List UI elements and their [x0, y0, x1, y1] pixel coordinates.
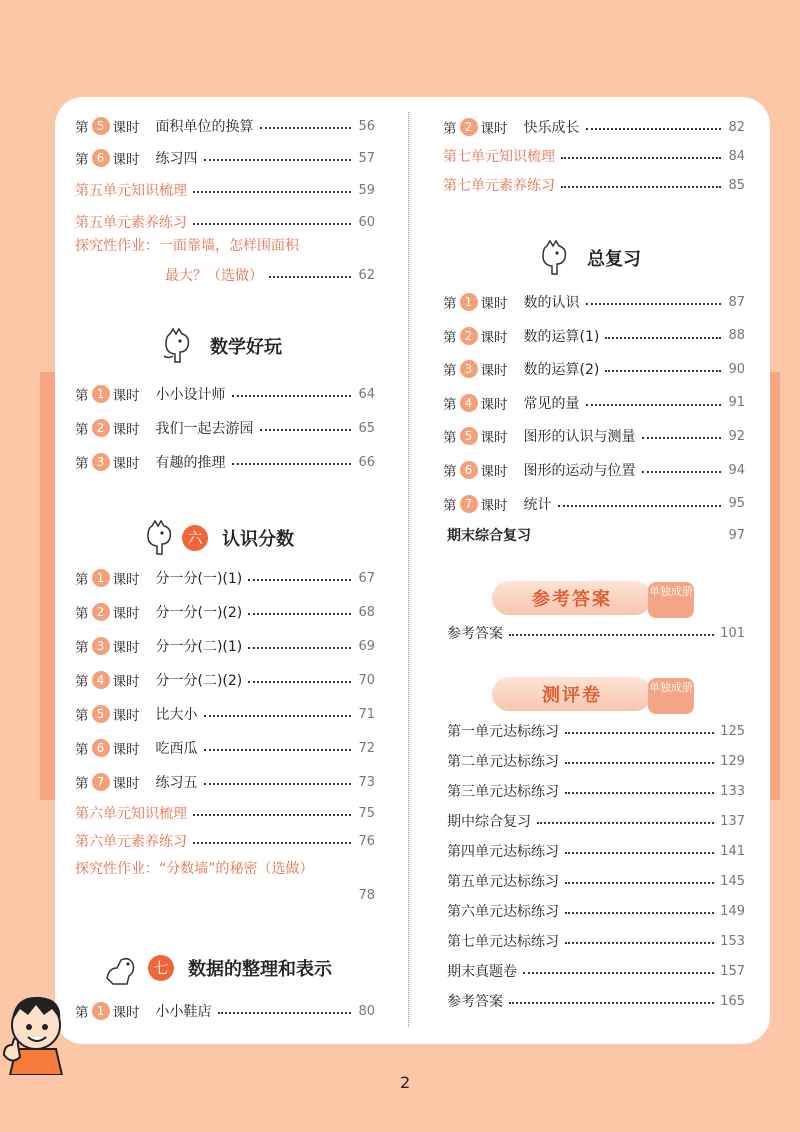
- toc-entry[interactable]: [447, 988, 745, 1014]
- lesson-prefix: 第: [443, 464, 457, 480]
- lesson-suffix: 课时: [480, 497, 508, 514]
- lesson-suffix: 课时: [112, 776, 140, 792]
- section-heading-unit7: [100, 948, 332, 988]
- section-heading-math-fun: [158, 326, 282, 366]
- toc-entry[interactable]: [75, 415, 375, 441]
- toc-entry[interactable]: [447, 778, 745, 804]
- lesson-number-badge: 1: [92, 385, 110, 403]
- lesson-suffix: 课时: [112, 456, 140, 472]
- entry-title: 数的认识: [523, 295, 580, 311]
- lesson-suffix: 课时: [112, 674, 140, 690]
- lesson-number-badge: 2: [460, 327, 478, 345]
- unit-number-badge: 六: [182, 525, 208, 551]
- toc-entry[interactable]: [443, 323, 745, 349]
- leader-dots: [204, 749, 352, 751]
- toc-entry[interactable]: [75, 800, 375, 826]
- lesson-number-badge: 5: [92, 117, 110, 135]
- section-title: 认识分数: [222, 529, 294, 550]
- entry-title: 分一分(一)(2): [155, 605, 243, 621]
- separate-volume-stamp: [648, 678, 694, 714]
- page-ref: 60: [358, 214, 375, 230]
- entry-title: 练习四: [155, 151, 198, 167]
- leader-dots: [193, 223, 351, 225]
- lesson-prefix: 第: [443, 121, 457, 137]
- page-ref: 80: [358, 1003, 375, 1019]
- entry-title: 第四单元达标练习: [447, 844, 559, 860]
- page-ref: 90: [728, 361, 745, 377]
- lesson-suffix: 课时: [480, 363, 508, 380]
- entry-title: 期末真题卷: [447, 964, 517, 980]
- lesson-prefix: 第: [75, 742, 89, 758]
- lesson-number-badge: 7: [460, 495, 478, 513]
- entry-title: 图形的认识与测量: [523, 429, 636, 446]
- toc-entry[interactable]: [443, 390, 745, 416]
- section-heading-review: [535, 238, 641, 278]
- page-ref: 84: [728, 148, 745, 164]
- page-ref: 95: [728, 496, 745, 512]
- entry-title: 第三单元达标练习: [447, 784, 559, 800]
- lesson-prefix: 第: [443, 363, 457, 380]
- toc-entry[interactable]: [75, 565, 375, 591]
- page-ref: 78: [358, 887, 375, 903]
- toc-entry[interactable]: [447, 718, 745, 744]
- leader-dots: [204, 159, 352, 161]
- toc-entry[interactable]: [443, 143, 745, 169]
- lesson-number-badge: 2: [92, 419, 110, 437]
- leader-dots: [586, 303, 722, 305]
- page-ref: 165: [720, 993, 745, 1009]
- leader-dots: [523, 972, 714, 974]
- leader-dots: [558, 505, 722, 507]
- leader-dots: [565, 762, 714, 764]
- page-number: 2: [400, 1073, 411, 1092]
- toc-entry[interactable]: [447, 808, 745, 834]
- lesson-prefix: 第: [75, 640, 89, 656]
- lesson-number-badge: 6: [460, 461, 478, 479]
- lesson-suffix: 课时: [112, 1005, 140, 1021]
- page-ref: 56: [358, 118, 375, 134]
- toc-entry[interactable]: [75, 667, 375, 693]
- lesson-prefix: 第: [75, 152, 89, 168]
- toc-entry[interactable]: [447, 868, 745, 894]
- toc-entry[interactable]: [447, 928, 745, 954]
- leader-dots: [193, 814, 351, 816]
- page-ref: 76: [358, 833, 375, 849]
- leader-dots: [565, 942, 714, 944]
- page-ref: 69: [358, 638, 375, 654]
- entry-title: 期末综合复习: [447, 528, 531, 544]
- lesson-suffix: 课时: [480, 329, 508, 346]
- toc-entry[interactable]: [75, 735, 375, 761]
- dinosaur-mascot-icon: [535, 238, 573, 278]
- explore-item-1-line1: 探究性作业：一面靠墙，怎样围面积: [75, 238, 299, 254]
- leader-dots: [561, 186, 721, 188]
- page-ref: 73: [358, 774, 375, 790]
- leader-dots: [218, 1012, 352, 1014]
- lesson-prefix: 第: [75, 572, 89, 588]
- page-ref: 59: [358, 182, 375, 198]
- entry-title: 我们一起去游园: [155, 421, 254, 437]
- leader-dots: [248, 681, 351, 683]
- leader-dots: [509, 634, 714, 636]
- leader-dots: [586, 404, 722, 406]
- dinosaur-mascot-icon: [140, 518, 178, 558]
- page-ref: 85: [728, 177, 745, 193]
- stamp-label: 单独成册: [649, 585, 693, 598]
- column-divider: [408, 112, 409, 1027]
- leader-dots: [193, 842, 351, 844]
- section-heading-unit6: [140, 518, 294, 558]
- leader-space: [537, 537, 721, 538]
- lesson-prefix: 第: [443, 329, 457, 346]
- entry-title: 统计: [523, 496, 552, 513]
- leader-dots: [565, 792, 714, 794]
- lesson-number-badge: 3: [460, 360, 478, 378]
- page-ref: 65: [358, 420, 375, 436]
- explore-item-2-title: 探究性作业：“分数墙”的秘密（选做）: [75, 861, 314, 877]
- toc-entry[interactable]: [75, 599, 375, 625]
- leader-dots: [605, 337, 721, 339]
- section-title: 总复习: [587, 249, 641, 270]
- entry-title: 第五单元达标练习: [447, 874, 559, 890]
- lesson-prefix: 第: [75, 708, 89, 724]
- lesson-number-badge: 2: [460, 118, 478, 136]
- lesson-prefix: 第: [75, 674, 89, 690]
- lesson-prefix: 第: [75, 776, 89, 792]
- toc-entry[interactable]: [447, 958, 745, 984]
- entry-title: 第六单元素养练习: [75, 834, 187, 850]
- toc-entry[interactable]: [443, 172, 745, 198]
- explore-item-1-line2: 最大？（选做）: [165, 268, 263, 284]
- answers-section-pill: [492, 581, 652, 615]
- page-ref: 66: [358, 454, 375, 470]
- page-ref: 71: [358, 706, 375, 722]
- lesson-number-badge: 4: [460, 394, 478, 412]
- leader-dots: [248, 613, 351, 615]
- entry-title: 比大小: [155, 707, 198, 723]
- lesson-number-badge: 1: [92, 569, 110, 587]
- explore-item-1-cont[interactable]: [165, 262, 375, 288]
- pill-label: 测评卷: [542, 685, 602, 706]
- lesson-suffix: 课时: [112, 708, 140, 724]
- lesson-prefix: 第: [443, 497, 457, 514]
- entry-title: 期中综合复习: [447, 814, 531, 830]
- toc-entry[interactable]: [447, 898, 745, 924]
- lesson-number-badge: 5: [92, 705, 110, 723]
- leader-dots: [232, 463, 352, 465]
- page-ref: 91: [728, 395, 745, 411]
- lesson-prefix: 第: [75, 456, 89, 472]
- leader-dots: [248, 579, 351, 581]
- entry-title: 小小鞋店: [155, 1004, 212, 1020]
- lesson-number-badge: 7: [92, 773, 110, 791]
- page-ref: 87: [728, 294, 745, 310]
- page-ref: 149: [720, 903, 745, 919]
- lesson-suffix: 课时: [112, 742, 140, 758]
- toc-entry[interactable]: [75, 998, 375, 1024]
- section-title: 数据的整理和表示: [188, 959, 332, 980]
- toc-entry[interactable]: [75, 177, 375, 203]
- entry-title: 第七单元达标练习: [447, 934, 559, 950]
- toc-entry[interactable]: [75, 113, 375, 139]
- page-ref: 101: [720, 625, 745, 641]
- toc-entry[interactable]: [75, 701, 375, 727]
- toc-entry[interactable]: [75, 145, 375, 171]
- page-ref: 145: [720, 873, 745, 889]
- lesson-suffix: 课时: [112, 422, 140, 438]
- entry-title: 数的运算(2): [523, 362, 600, 379]
- lesson-suffix: 课时: [480, 430, 508, 447]
- toc-entry[interactable]: [447, 748, 745, 774]
- tests-section-pill: [492, 677, 652, 711]
- toc-entry[interactable]: [443, 289, 745, 315]
- lesson-number-badge: 4: [92, 671, 110, 689]
- toc-entry[interactable]: [443, 457, 745, 483]
- lesson-prefix: 第: [75, 422, 89, 438]
- leader-dots: [269, 276, 351, 278]
- entry-title: 第六单元达标练习: [447, 904, 559, 920]
- lesson-number-badge: 5: [460, 427, 478, 445]
- lesson-number-badge: 1: [92, 1002, 110, 1020]
- leader-dots: [561, 157, 721, 159]
- lesson-suffix: 课时: [480, 464, 508, 480]
- lesson-suffix: 课时: [112, 572, 140, 588]
- entry-title: 分一分(二)(1): [155, 639, 243, 655]
- lesson-number-badge: 1: [460, 293, 478, 311]
- entry-title: 第一单元达标练习: [447, 724, 559, 740]
- entry-title: 第六单元知识梳理: [75, 806, 187, 822]
- lesson-number-badge: 2: [92, 603, 110, 621]
- toc-entry[interactable]: [75, 449, 375, 475]
- explore-item-1[interactable]: [75, 232, 395, 258]
- entry-title: 参考答案: [447, 626, 503, 642]
- toc-entry[interactable]: [443, 491, 745, 517]
- toc-entry[interactable]: [75, 828, 375, 854]
- lesson-number-badge: 6: [92, 739, 110, 757]
- toc-entry[interactable]: [447, 838, 745, 864]
- toc-entry[interactable]: [443, 114, 745, 140]
- lesson-number-badge: 3: [92, 637, 110, 655]
- leader-dots: [204, 715, 352, 717]
- page-ref: 88: [728, 328, 745, 344]
- entry-title: 面积单位的换算: [155, 119, 254, 135]
- leader-dots: [204, 783, 352, 785]
- lesson-suffix: 课时: [112, 388, 140, 404]
- entry-title: 第七单元素养练习: [443, 178, 555, 194]
- entry-title: 小小设计师: [155, 387, 226, 403]
- page-ref: 57: [358, 150, 375, 166]
- dinosaur-mascot-icon: [100, 948, 144, 988]
- toc-entry-final-review[interactable]: [447, 522, 745, 548]
- toc-entry[interactable]: [75, 769, 375, 795]
- leader-dots: [509, 1002, 714, 1004]
- leader-dots: [565, 732, 714, 734]
- leader-dots: [642, 471, 722, 473]
- leader-dots: [537, 822, 714, 824]
- lesson-prefix: 第: [443, 430, 457, 447]
- unit-number-badge: 七: [148, 955, 174, 981]
- lesson-suffix: 课时: [112, 606, 140, 622]
- leader-dots: [565, 852, 714, 854]
- entry-title: 吃西瓜: [155, 741, 198, 757]
- leader-dots: [642, 437, 722, 439]
- cartoon-boy-thumbs-up-icon: [0, 985, 80, 1075]
- dinosaur-mascot-icon: [158, 326, 196, 366]
- page-ref: 133: [720, 783, 745, 799]
- entry-title: 分一分(一)(1): [155, 571, 243, 587]
- leader-dots: [260, 429, 352, 431]
- page-ref: 92: [728, 428, 745, 444]
- lesson-number-badge: 6: [92, 149, 110, 167]
- lesson-suffix: 课时: [480, 396, 508, 413]
- section-title: 数学好玩: [210, 337, 282, 358]
- entry-title: 第二单元达标练习: [447, 754, 559, 770]
- leader-dots: [565, 912, 714, 914]
- leader-dots: [193, 191, 351, 193]
- lesson-suffix: 课时: [480, 296, 508, 312]
- explore-item-2[interactable]: [75, 855, 375, 881]
- page-ref: 62: [358, 267, 375, 283]
- page-ref: 75: [358, 805, 375, 821]
- toc-entry[interactable]: [443, 423, 745, 449]
- lesson-number-badge: 3: [92, 453, 110, 471]
- toc-entry-answers[interactable]: [447, 620, 745, 646]
- entry-title: 第五单元知识梳理: [75, 183, 187, 199]
- entry-title: 参考答案: [447, 994, 503, 1010]
- page-ref: 94: [728, 462, 745, 478]
- entry-title: 分一分(二)(2): [155, 673, 243, 689]
- lesson-prefix: 第: [75, 1005, 89, 1021]
- leader-dots: [586, 128, 722, 130]
- entry-title: 有趣的推理: [155, 455, 226, 471]
- lesson-prefix: 第: [75, 606, 89, 622]
- page-ref: 157: [720, 963, 745, 979]
- leader-dots: [232, 395, 352, 397]
- page-ref: 97: [728, 527, 745, 543]
- entry-title: 常见的量: [523, 395, 580, 412]
- toc-entry[interactable]: [443, 356, 745, 382]
- lesson-suffix: 课时: [480, 121, 508, 137]
- stamp-label: 单独成册: [649, 681, 693, 694]
- explore-item-2-cont[interactable]: [75, 882, 375, 908]
- leader-dots: [260, 127, 352, 129]
- leader-dots: [605, 370, 721, 372]
- leader-dots: [565, 882, 714, 884]
- pill-label: 参考答案: [532, 589, 612, 610]
- page-ref: 67: [358, 570, 375, 586]
- entry-title: 练习五: [155, 775, 198, 791]
- toc-entry[interactable]: [75, 381, 375, 407]
- lesson-prefix: 第: [443, 296, 457, 312]
- lesson-prefix: 第: [75, 388, 89, 404]
- page-ref: 129: [720, 753, 745, 769]
- toc-entry[interactable]: [75, 633, 375, 659]
- page-ref: 141: [720, 843, 745, 859]
- lesson-prefix: 第: [443, 396, 457, 413]
- lesson-suffix: 课时: [112, 152, 140, 168]
- page-ref: 153: [720, 933, 745, 949]
- entry-title: 快乐成长: [523, 120, 580, 136]
- entry-title: 第七单元知识梳理: [443, 149, 555, 165]
- entry-title: 数的运算(1): [523, 328, 600, 345]
- page-ref: 64: [358, 386, 375, 402]
- page-ref: 72: [358, 740, 375, 756]
- entry-title: 第五单元素养练习: [75, 215, 187, 231]
- separate-volume-stamp: [648, 582, 694, 618]
- lesson-prefix: 第: [75, 120, 89, 136]
- lesson-suffix: 课时: [112, 120, 140, 136]
- page-ref: 68: [358, 604, 375, 620]
- leader-dots: [248, 647, 351, 649]
- lesson-suffix: 课时: [112, 640, 140, 656]
- page-ref: 70: [358, 672, 375, 688]
- page-ref: 125: [720, 723, 745, 739]
- page-ref: 82: [728, 119, 745, 135]
- entry-title: 图形的运动与位置: [523, 463, 636, 479]
- page-ref: 137: [720, 813, 745, 829]
